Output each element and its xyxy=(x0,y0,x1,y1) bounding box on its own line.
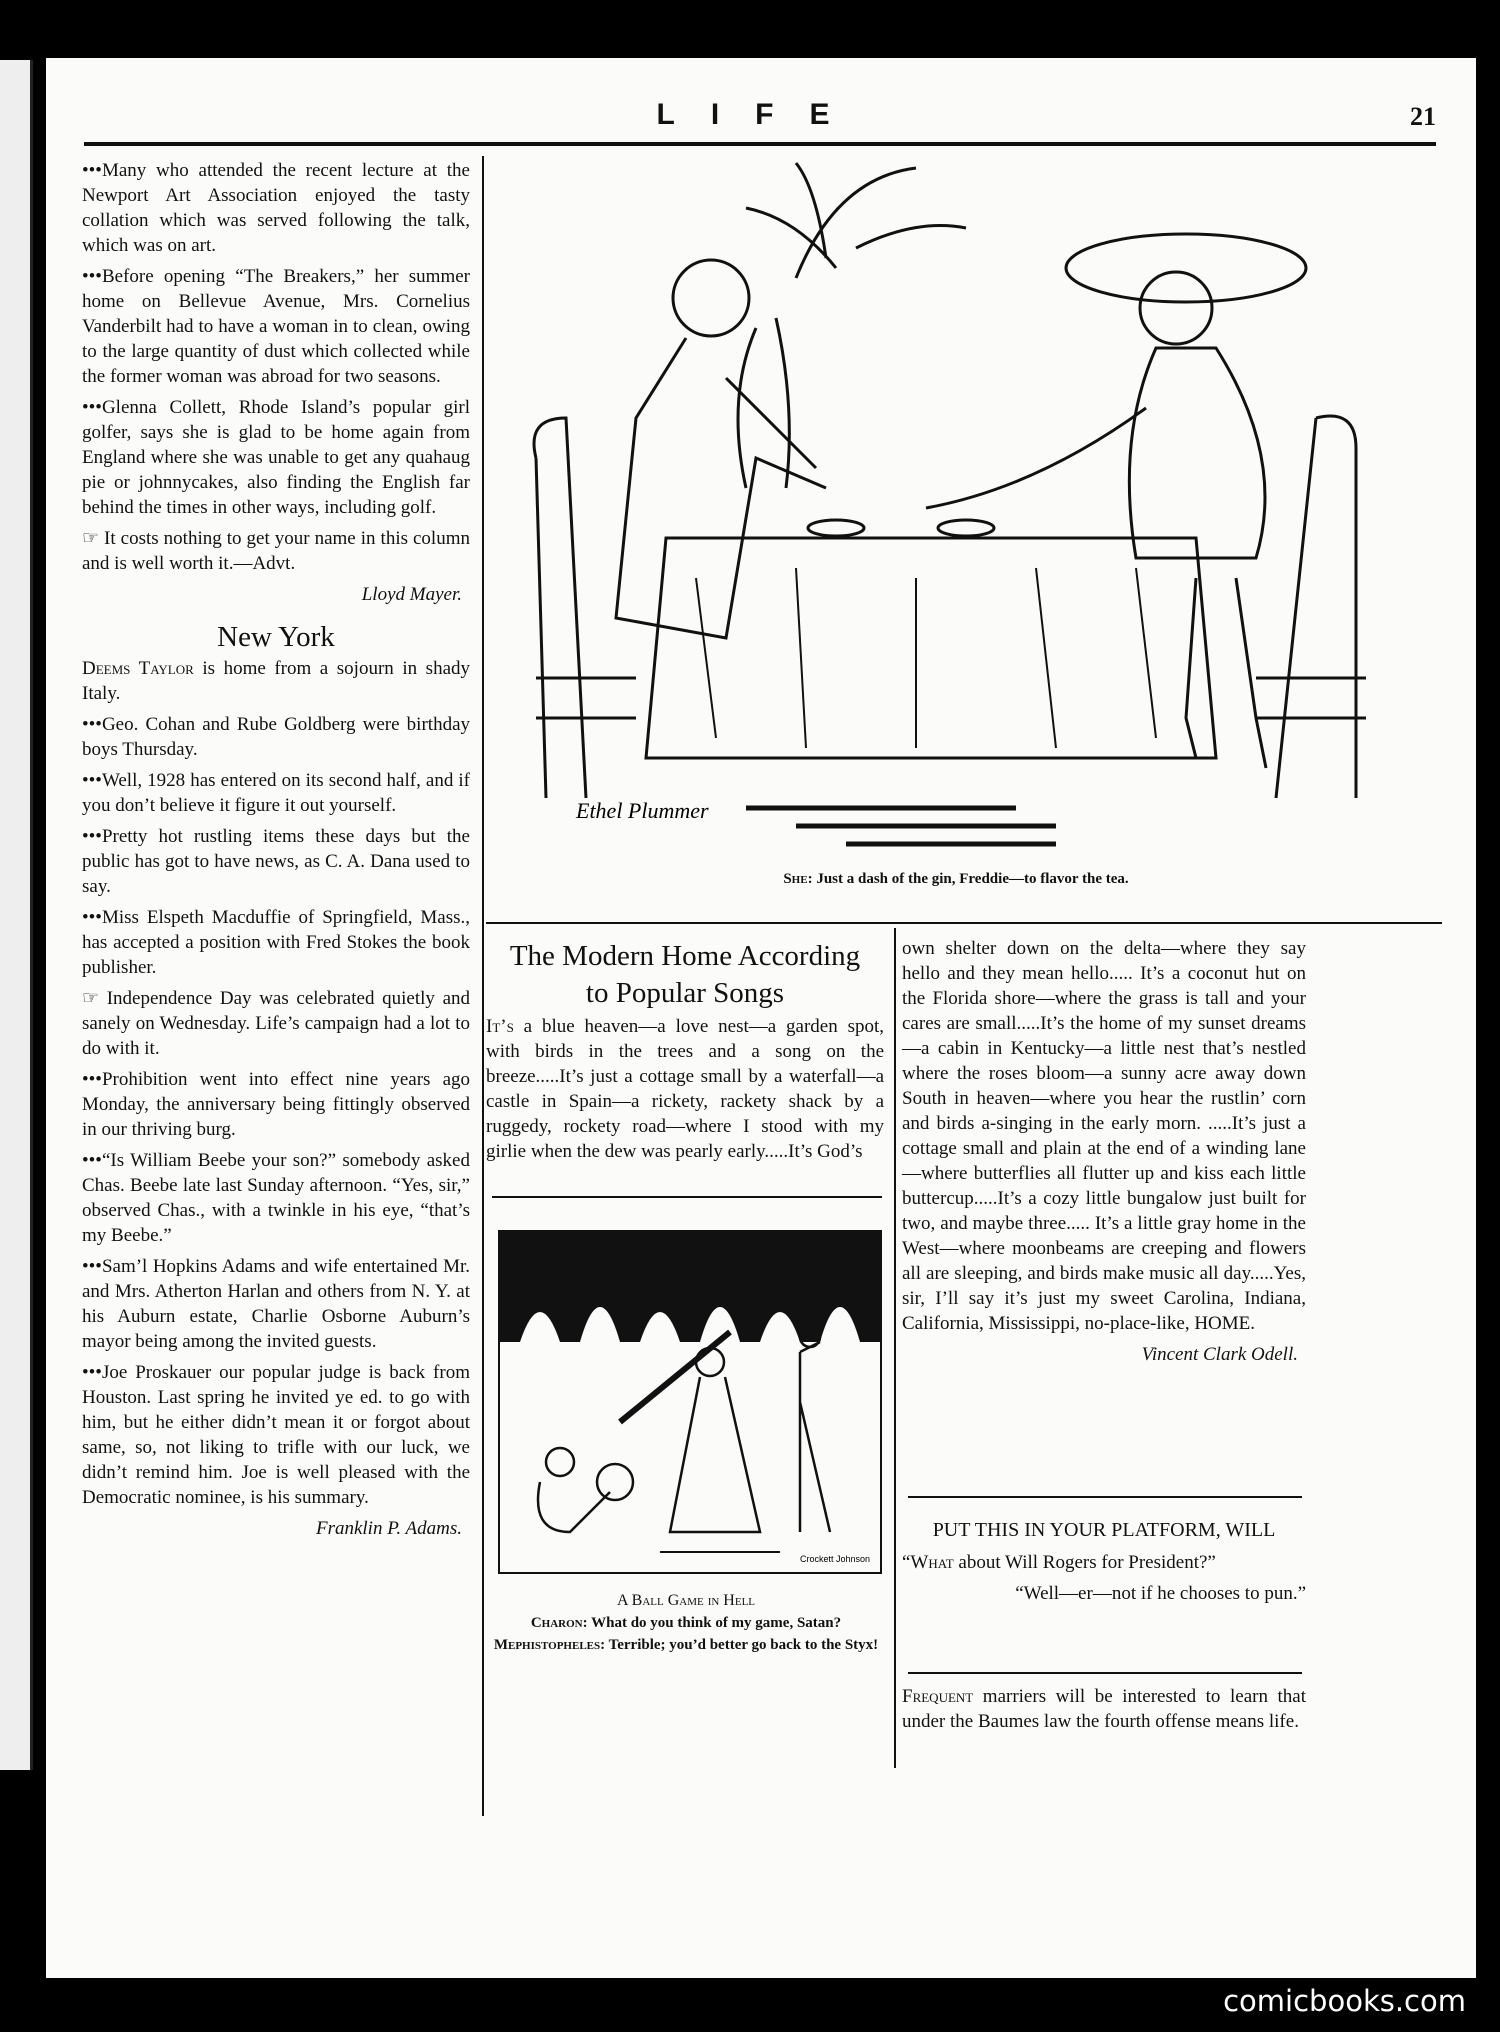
column-divider-right xyxy=(894,928,896,1768)
ball-game-title: A Ball Game in Hell xyxy=(616,1592,756,1609)
modern-home-column xyxy=(486,936,884,1170)
platform-question-lead: “What xyxy=(902,1552,954,1573)
mephistopheles-line: Terrible; you’d better go back to the Styx! xyxy=(605,1637,879,1653)
newport-item: •••Glenna Collett, Rhode Island’s popular girl golfer, says she is glad to be home again from England where she was unable to get any quahaug pie or johnnycakes, also finding the English far behind the times in other ways, including golf. xyxy=(82,397,470,518)
platform-question-rest: about Will Rogers for President?” xyxy=(953,1552,1216,1573)
ball-game-caption xyxy=(486,1590,886,1656)
left-column xyxy=(82,158,470,1555)
modern-home-continued: own shelter down on the delta—where they say hello and they mean hello..... It’s a coconut hut on the Florida shore—where the grass is tall and your cares are small.....It’s the home of my sunset dreams—a cabin in Kentucky—a little nest that’s nestled where the roses bloom—a sunny acre away down South in heaven—where you hear the rustlin’ corn and birds a-singing in the early morn. .....It’s just a cottage small and plain at the end of a winding lane—where butterflies all flutter up and kiss each little buttercup.....It’s a cozy little bungalow just built for two, and maybe three..... It’s a little gray home in the West—where moonbeams are creeping and flowers all are sleeping, and birds make music all day.....Yes, sir, I’ll say it’s just my sweet Carolina, Indiana, California, Mississippi, no-place-like, HOME. xyxy=(902,938,1306,1334)
modern-home-signature: Vincent Clark Odell. xyxy=(1141,1344,1298,1365)
site-watermark: comicbooks.com xyxy=(1223,1984,1466,2018)
ny-signature: Franklin P. Adams. xyxy=(315,1518,462,1539)
ny-item: •••Joe Proskauer our popular judge is back from Houston. Last spring he invited ye ed. to go with him, but he either didn’t mean it or forgot about same, so, not liking to trifle with our luck, we didn’t remind him. Joe is well pleased with the Democratic nominee, is his summary. xyxy=(82,1362,470,1508)
newport-item: ☞ It costs nothing to get your name in this column and is well worth it.—Advt. xyxy=(82,528,470,574)
frequent-rest: marriers will be interested to learn that under the Baumes law the fourth offense means life. xyxy=(902,1686,1306,1732)
tea-caption xyxy=(496,868,1416,890)
modern-home-lead: It’s xyxy=(486,1016,514,1037)
frequent-block xyxy=(902,1684,1306,1740)
ball-game-line-2 xyxy=(486,1634,886,1656)
cartoon-artist-signature: Ethel Plummer xyxy=(576,798,709,823)
middle-rule xyxy=(492,1196,882,1198)
frequent-lead: Frequent xyxy=(902,1686,974,1707)
ny-item: ☞ Independence Day was celebrated quietly and sanely on Wednesday. Life’s campaign had a lot to do with it. xyxy=(82,988,470,1059)
adjacent-page-edge xyxy=(0,60,32,1770)
modern-home-part1: a blue heaven—a love nest—a garden spot, with birds in the trees and a song on the breeze.....It’s just a cottage small by a waterfall—a castle in Spain—a rickety, rackety shack by a ruggedy, rockety road—where I stood with my girlie when the dew was pearly early.....It’s God’s xyxy=(486,1016,884,1162)
platform-heading: PUT THIS IN YOUR PLATFORM, WILL xyxy=(932,1519,1276,1541)
right-column xyxy=(902,936,1306,1381)
newport-item: •••Many who attended the recent lecture at the Newport Art Association enjoyed the tasty collation which was served following the talk, which was on art. xyxy=(82,160,470,256)
ny-item: •••Miss Elspeth Macduffie of Springfield, Mass., has accepted a position with Fred Stokes the book publisher. xyxy=(82,907,470,978)
modern-home-text xyxy=(486,1014,884,1164)
right-rule-2 xyxy=(908,1672,1302,1674)
ny-item: •••Pretty hot rustling items these days but the public has got to have news, as C. A. Dana used to say. xyxy=(82,826,470,897)
mephistopheles-label: Mephistopheles: xyxy=(493,1637,606,1653)
ny-lead-name: Deems Taylor xyxy=(82,658,194,679)
ny-lead-item xyxy=(82,656,470,706)
page-number: 21 xyxy=(1410,102,1436,131)
tea-caption-text: Just a dash of the gin, Freddie—to flavor the tea. xyxy=(812,871,1129,887)
ny-item: •••Well, 1928 has entered on its second half, and if you don’t believe it figure it out yourself. xyxy=(82,770,470,816)
binding-line xyxy=(30,60,33,1770)
platform-block xyxy=(902,1504,1306,1612)
ny-item: •••Prohibition went into effect nine years ago Monday, the anniversary being fittingly observed in our thriving burg. xyxy=(82,1069,470,1140)
ball-game-illustration xyxy=(500,1232,880,1572)
frequent-text xyxy=(902,1684,1306,1734)
hell-cartoon-signature: Crockett Johnson xyxy=(800,1554,871,1564)
modern-home-title-2: to Popular Songs xyxy=(585,977,785,1009)
charon-line: What do you think of my game, Satan? xyxy=(587,1615,842,1631)
tea-party-illustration xyxy=(496,158,1416,898)
right-rule-1 xyxy=(908,1496,1302,1498)
platform-answer: “Well—er—not if he chooses to pun.” xyxy=(1015,1583,1306,1604)
platform-question xyxy=(902,1550,1306,1575)
ny-item: •••“Is William Beebe your son?” somebody asked Chas. Beebe late last Sunday afternoon. “Yes, sir,” observed Chas., with a twinkle in his eye, “that’s my Beebe.” xyxy=(82,1150,470,1246)
magazine-page xyxy=(46,58,1476,1978)
ny-item: •••Geo. Cohan and Rube Goldberg were birthday boys Thursday. xyxy=(82,714,470,760)
cartoon-bottom-rule xyxy=(486,922,1442,924)
charon-label: Charon: xyxy=(530,1615,588,1631)
ny-heading: New York xyxy=(217,621,335,653)
modern-home-title-1: The Modern Home According xyxy=(509,940,861,972)
ball-game-illustration-frame xyxy=(498,1230,882,1574)
tea-caption-speaker: She: xyxy=(783,871,813,887)
header-rule xyxy=(84,142,1436,146)
newport-item: •••Before opening “The Breakers,” her summer home on Bellevue Avenue, Mrs. Cornelius Vanderbilt had to have a woman in to clean, owing to the large quantity of dust which collected while the former woman was abroad for two seasons. xyxy=(82,266,470,387)
masthead-title: LIFE xyxy=(656,98,866,131)
column-divider-left xyxy=(482,156,484,1816)
ny-lead-rest: is home from a sojourn in shady Italy. xyxy=(82,658,470,704)
newport-signature: Lloyd Mayer. xyxy=(361,584,462,605)
ball-game-line-1 xyxy=(486,1612,886,1634)
ny-item: •••Sam’l Hopkins Adams and wife entertained Mr. and Mrs. Atherton Harlan and others from N. Y. at his Auburn estate, Charlie Osborne Auburn’s mayor being among the invited guests. xyxy=(82,1256,470,1352)
